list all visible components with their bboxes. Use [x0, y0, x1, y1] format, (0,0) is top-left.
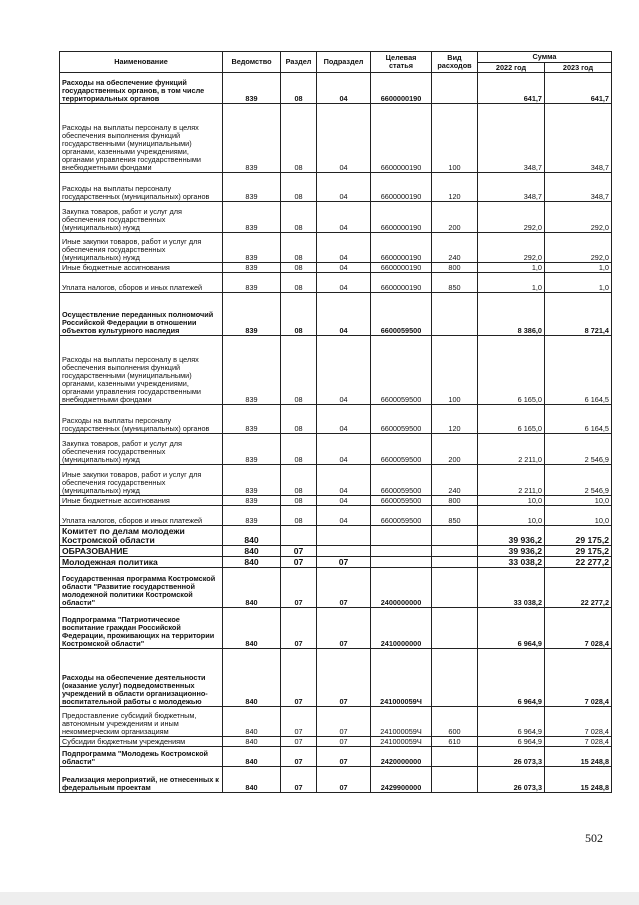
cell-cs: 6600059500 — [371, 405, 432, 434]
cell-s22: 6 964,9 — [478, 649, 545, 707]
cell-ved: 840 — [223, 747, 281, 767]
cell-s22: 641,7 — [478, 73, 545, 104]
cell-razd: 08 — [281, 173, 317, 202]
table-row — [60, 737, 612, 747]
cell-s22: 6 964,9 — [478, 737, 545, 747]
table-row — [60, 707, 612, 737]
cell-s23: 292,0 — [545, 233, 612, 263]
cell-cs: 6600000190 — [371, 104, 432, 173]
table-row — [60, 336, 612, 405]
cell-s22: 10,0 — [478, 506, 545, 526]
table-row — [60, 233, 612, 263]
table-row — [60, 202, 612, 233]
cell-s23: 29 175,2 — [545, 546, 612, 557]
cell-pod: 07 — [317, 737, 371, 747]
cell-name: Подпрограмма "Молодежь Костромской области" — [60, 747, 223, 767]
cell-razd: 08 — [281, 202, 317, 233]
cell-ved: 839 — [223, 263, 281, 273]
cell-ved: 840 — [223, 737, 281, 747]
table-row — [60, 434, 612, 465]
table-row — [60, 526, 612, 546]
cell-vr: 800 — [432, 496, 478, 506]
cell-s23: 22 277,2 — [545, 557, 612, 568]
cell-pod — [317, 546, 371, 557]
cell-cs: 6600000190 — [371, 73, 432, 104]
cell-s22: 39 936,2 — [478, 526, 545, 546]
cell-name: Субсидии бюджетным учреждениям — [60, 737, 223, 747]
cell-razd: 08 — [281, 73, 317, 104]
cell-cs: 6600059500 — [371, 293, 432, 336]
cell-pod: 04 — [317, 202, 371, 233]
cell-ved: 840 — [223, 608, 281, 649]
cell-cs: 2410000000 — [371, 608, 432, 649]
cell-cs: 6600000190 — [371, 202, 432, 233]
cell-razd: 08 — [281, 263, 317, 273]
cell-cs — [371, 557, 432, 568]
budget-table — [59, 51, 612, 793]
cell-razd: 07 — [281, 608, 317, 649]
cell-s23: 29 175,2 — [545, 526, 612, 546]
cell-ved: 839 — [223, 405, 281, 434]
cell-name: Иные закупки товаров, работ и услуг для обеспечения государственных (муниципальных) нужд — [60, 233, 223, 263]
cell-pod: 04 — [317, 496, 371, 506]
cell-ved: 839 — [223, 73, 281, 104]
cell-s23: 7 028,4 — [545, 737, 612, 747]
cell-razd: 07 — [281, 737, 317, 747]
cell-pod: 04 — [317, 506, 371, 526]
cell-s23: 292,0 — [545, 202, 612, 233]
cell-s22: 6 165,0 — [478, 405, 545, 434]
cell-pod: 07 — [317, 649, 371, 707]
page-number: 502 — [585, 831, 603, 845]
header-target: Целевая статья — [371, 52, 432, 73]
cell-pod: 04 — [317, 273, 371, 293]
cell-name: Государственная программа Костромской области "Развитие государственной молодежной политики Костромской области" — [60, 568, 223, 608]
cell-s22: 10,0 — [478, 496, 545, 506]
table-row — [60, 104, 612, 173]
cell-vr: 240 — [432, 465, 478, 496]
cell-pod: 04 — [317, 434, 371, 465]
cell-pod: 04 — [317, 263, 371, 273]
cell-razd: 07 — [281, 568, 317, 608]
cell-s23: 348,7 — [545, 104, 612, 173]
header-vid: Вид расходов — [432, 52, 478, 73]
table-row — [60, 496, 612, 506]
cell-vr: 120 — [432, 173, 478, 202]
header-2023: 2023 год — [545, 63, 612, 73]
cell-s23: 7 028,4 — [545, 608, 612, 649]
cell-s22: 348,7 — [478, 104, 545, 173]
table-row — [60, 557, 612, 568]
cell-vr: 240 — [432, 233, 478, 263]
cell-name: Расходы на выплаты персоналу государственных (муниципальных) органов — [60, 173, 223, 202]
cell-s23: 2 546,9 — [545, 434, 612, 465]
table-row — [60, 273, 612, 293]
cell-ved: 840 — [223, 557, 281, 568]
cell-ved: 839 — [223, 104, 281, 173]
header-razdel: Раздел — [281, 52, 317, 73]
cell-s22: 39 936,2 — [478, 546, 545, 557]
cell-vr — [432, 747, 478, 767]
cell-name: ОБРАЗОВАНИЕ — [60, 546, 223, 557]
cell-vr: 600 — [432, 707, 478, 737]
cell-cs: 6600059500 — [371, 434, 432, 465]
cell-razd: 07 — [281, 767, 317, 793]
table-row — [60, 465, 612, 496]
cell-razd: 08 — [281, 405, 317, 434]
cell-cs: 6600000190 — [371, 233, 432, 263]
header-summa: Сумма — [478, 52, 612, 63]
cell-name: Расходы на обеспечение функций государственных органов, в том числе территориальных органов — [60, 73, 223, 104]
cell-vr — [432, 557, 478, 568]
cell-ved: 839 — [223, 202, 281, 233]
cell-pod: 07 — [317, 767, 371, 793]
cell-ved: 840 — [223, 649, 281, 707]
cell-ved: 839 — [223, 233, 281, 263]
cell-s22: 6 964,9 — [478, 608, 545, 649]
cell-vr: 200 — [432, 202, 478, 233]
cell-razd: 08 — [281, 336, 317, 405]
cell-name: Иные закупки товаров, работ и услуг для обеспечения государственных (муниципальных) нужд — [60, 465, 223, 496]
cell-pod — [317, 526, 371, 546]
cell-ved: 840 — [223, 546, 281, 557]
cell-s23: 22 277,2 — [545, 568, 612, 608]
cell-razd: 07 — [281, 707, 317, 737]
cell-vr: 120 — [432, 405, 478, 434]
cell-cs: 241000059Ч — [371, 707, 432, 737]
cell-pod: 07 — [317, 568, 371, 608]
cell-vr: 200 — [432, 434, 478, 465]
header-name: Наименование — [60, 52, 223, 73]
cell-razd: 08 — [281, 506, 317, 526]
cell-vr — [432, 608, 478, 649]
table-row — [60, 73, 612, 104]
cell-ved: 840 — [223, 526, 281, 546]
cell-pod: 07 — [317, 608, 371, 649]
cell-pod: 04 — [317, 336, 371, 405]
cell-vr — [432, 767, 478, 793]
cell-cs — [371, 526, 432, 546]
cell-s22: 33 038,2 — [478, 568, 545, 608]
cell-s22: 8 386,0 — [478, 293, 545, 336]
table-row — [60, 546, 612, 557]
cell-ved: 839 — [223, 336, 281, 405]
cell-razd: 08 — [281, 293, 317, 336]
cell-s22: 6 964,9 — [478, 707, 545, 737]
table-row — [60, 405, 612, 434]
cell-s22: 348,7 — [478, 173, 545, 202]
table-row — [60, 747, 612, 767]
cell-vr: 850 — [432, 506, 478, 526]
cell-ved: 839 — [223, 273, 281, 293]
cell-cs: 6600000190 — [371, 173, 432, 202]
cell-name: Уплата налогов, сборов и иных платежей — [60, 273, 223, 293]
cell-s22: 1,0 — [478, 273, 545, 293]
cell-ved: 840 — [223, 568, 281, 608]
cell-name: Подпрограмма "Патриотическое воспитание граждан Российской Федерации, проживающих на территории Костромской области" — [60, 608, 223, 649]
cell-name: Закупка товаров, работ и услуг для обеспечения государственных (муниципальных) нужд — [60, 434, 223, 465]
cell-razd: 08 — [281, 233, 317, 263]
header-podrazdel: Подраздел — [317, 52, 371, 73]
cell-s23: 641,7 — [545, 73, 612, 104]
cell-pod: 07 — [317, 747, 371, 767]
cell-razd: 07 — [281, 546, 317, 557]
cell-name: Комитет по делам молодежи Костромской области — [60, 526, 223, 546]
cell-name: Расходы на выплаты персоналу государственных (муниципальных) органов — [60, 405, 223, 434]
cell-s23: 10,0 — [545, 496, 612, 506]
table-row — [60, 173, 612, 202]
cell-name: Иные бюджетные ассигнования — [60, 496, 223, 506]
cell-s23: 8 721,4 — [545, 293, 612, 336]
cell-s22: 26 073,3 — [478, 747, 545, 767]
cell-razd: 08 — [281, 496, 317, 506]
cell-s23: 15 248,8 — [545, 767, 612, 793]
cell-cs: 2400000000 — [371, 568, 432, 608]
cell-s22: 292,0 — [478, 202, 545, 233]
cell-s23: 7 028,4 — [545, 707, 612, 737]
cell-vr — [432, 546, 478, 557]
cell-name: Иные бюджетные ассигнования — [60, 263, 223, 273]
cell-razd: 08 — [281, 465, 317, 496]
cell-s22: 2 211,0 — [478, 465, 545, 496]
cell-name: Закупка товаров, работ и услуг для обеспечения государственных (муниципальных) нужд — [60, 202, 223, 233]
cell-razd: 07 — [281, 557, 317, 568]
cell-cs: 2420000000 — [371, 747, 432, 767]
cell-name: Предоставление субсидий бюджетным, автономным учреждениям и иным некоммерческим организациям — [60, 707, 223, 737]
cell-pod: 07 — [317, 707, 371, 737]
cell-s23: 10,0 — [545, 506, 612, 526]
table-row — [60, 568, 612, 608]
cell-razd: 08 — [281, 104, 317, 173]
cell-s22: 33 038,2 — [478, 557, 545, 568]
cell-ved: 839 — [223, 506, 281, 526]
cell-s23: 1,0 — [545, 263, 612, 273]
cell-razd — [281, 526, 317, 546]
cell-vr — [432, 526, 478, 546]
cell-s23: 6 164,5 — [545, 405, 612, 434]
cell-vr: 800 — [432, 263, 478, 273]
cell-pod: 04 — [317, 104, 371, 173]
cell-s22: 26 073,3 — [478, 767, 545, 793]
cell-ved: 840 — [223, 767, 281, 793]
cell-razd: 08 — [281, 273, 317, 293]
cell-pod: 04 — [317, 173, 371, 202]
cell-pod: 04 — [317, 293, 371, 336]
cell-ved: 839 — [223, 173, 281, 202]
cell-cs: 6600059500 — [371, 496, 432, 506]
cell-vr: 610 — [432, 737, 478, 747]
cell-cs: 2429900000 — [371, 767, 432, 793]
table-row — [60, 649, 612, 707]
cell-name: Расходы на выплаты персоналу в целях обеспечения выполнения функций государственными (муниципальными) органами, казенными учреждениями, органами управления государственными внебюджетными фондами — [60, 336, 223, 405]
cell-cs: 241000059Ч — [371, 737, 432, 747]
cell-pod: 04 — [317, 233, 371, 263]
cell-cs: 6600000190 — [371, 263, 432, 273]
cell-vr: 100 — [432, 104, 478, 173]
cell-pod: 04 — [317, 465, 371, 496]
cell-vr: 100 — [432, 336, 478, 405]
cell-s22: 6 165,0 — [478, 336, 545, 405]
cell-s23: 6 164,5 — [545, 336, 612, 405]
cell-name: Реализация мероприятий, не отнесенных к федеральным проектам — [60, 767, 223, 793]
cell-ved: 840 — [223, 707, 281, 737]
cell-pod: 04 — [317, 405, 371, 434]
cell-razd: 07 — [281, 649, 317, 707]
header-2022: 2022 год — [478, 63, 545, 73]
cell-cs: 6600059500 — [371, 506, 432, 526]
cell-vr — [432, 293, 478, 336]
table-row — [60, 767, 612, 793]
cell-s22: 292,0 — [478, 233, 545, 263]
cell-ved: 839 — [223, 434, 281, 465]
cell-s23: 1,0 — [545, 273, 612, 293]
cell-name: Уплата налогов, сборов и иных платежей — [60, 506, 223, 526]
cell-pod: 07 — [317, 557, 371, 568]
cell-pod: 04 — [317, 73, 371, 104]
cell-ved: 839 — [223, 293, 281, 336]
table-row — [60, 293, 612, 336]
cell-ved: 839 — [223, 465, 281, 496]
cell-s22: 1,0 — [478, 263, 545, 273]
cell-vr: 850 — [432, 273, 478, 293]
cell-razd: 07 — [281, 747, 317, 767]
cell-cs — [371, 546, 432, 557]
table-row — [60, 263, 612, 273]
cell-cs: 6600059500 — [371, 336, 432, 405]
viewer-bottom-bar — [0, 892, 639, 905]
cell-name: Осуществление переданных полномочий Российской Федерации в отношении объектов культурного наследия — [60, 293, 223, 336]
cell-vr — [432, 568, 478, 608]
table-row — [60, 506, 612, 526]
cell-cs: 6600059500 — [371, 465, 432, 496]
cell-name: Расходы на обеспечение деятельности (оказание услуг) подведомственных учреждений в области организационно-воспитательной работы с молодежью — [60, 649, 223, 707]
cell-vr — [432, 649, 478, 707]
cell-vr — [432, 73, 478, 104]
cell-s23: 2 546,9 — [545, 465, 612, 496]
cell-cs: 6600000190 — [371, 273, 432, 293]
cell-s23: 7 028,4 — [545, 649, 612, 707]
cell-ved: 839 — [223, 496, 281, 506]
cell-cs: 241000059Ч — [371, 649, 432, 707]
cell-s22: 2 211,0 — [478, 434, 545, 465]
cell-s23: 348,7 — [545, 173, 612, 202]
table-row — [60, 608, 612, 649]
cell-razd: 08 — [281, 434, 317, 465]
cell-name: Расходы на выплаты персоналу в целях обеспечения выполнения функций государственными (муниципальными) органами, казенными учреждениями, органами управления государственными внебюджетными фондами — [60, 104, 223, 173]
cell-s23: 15 248,8 — [545, 747, 612, 767]
header-vedomstvo: Ведомство — [223, 52, 281, 73]
cell-name: Молодежная политика — [60, 557, 223, 568]
